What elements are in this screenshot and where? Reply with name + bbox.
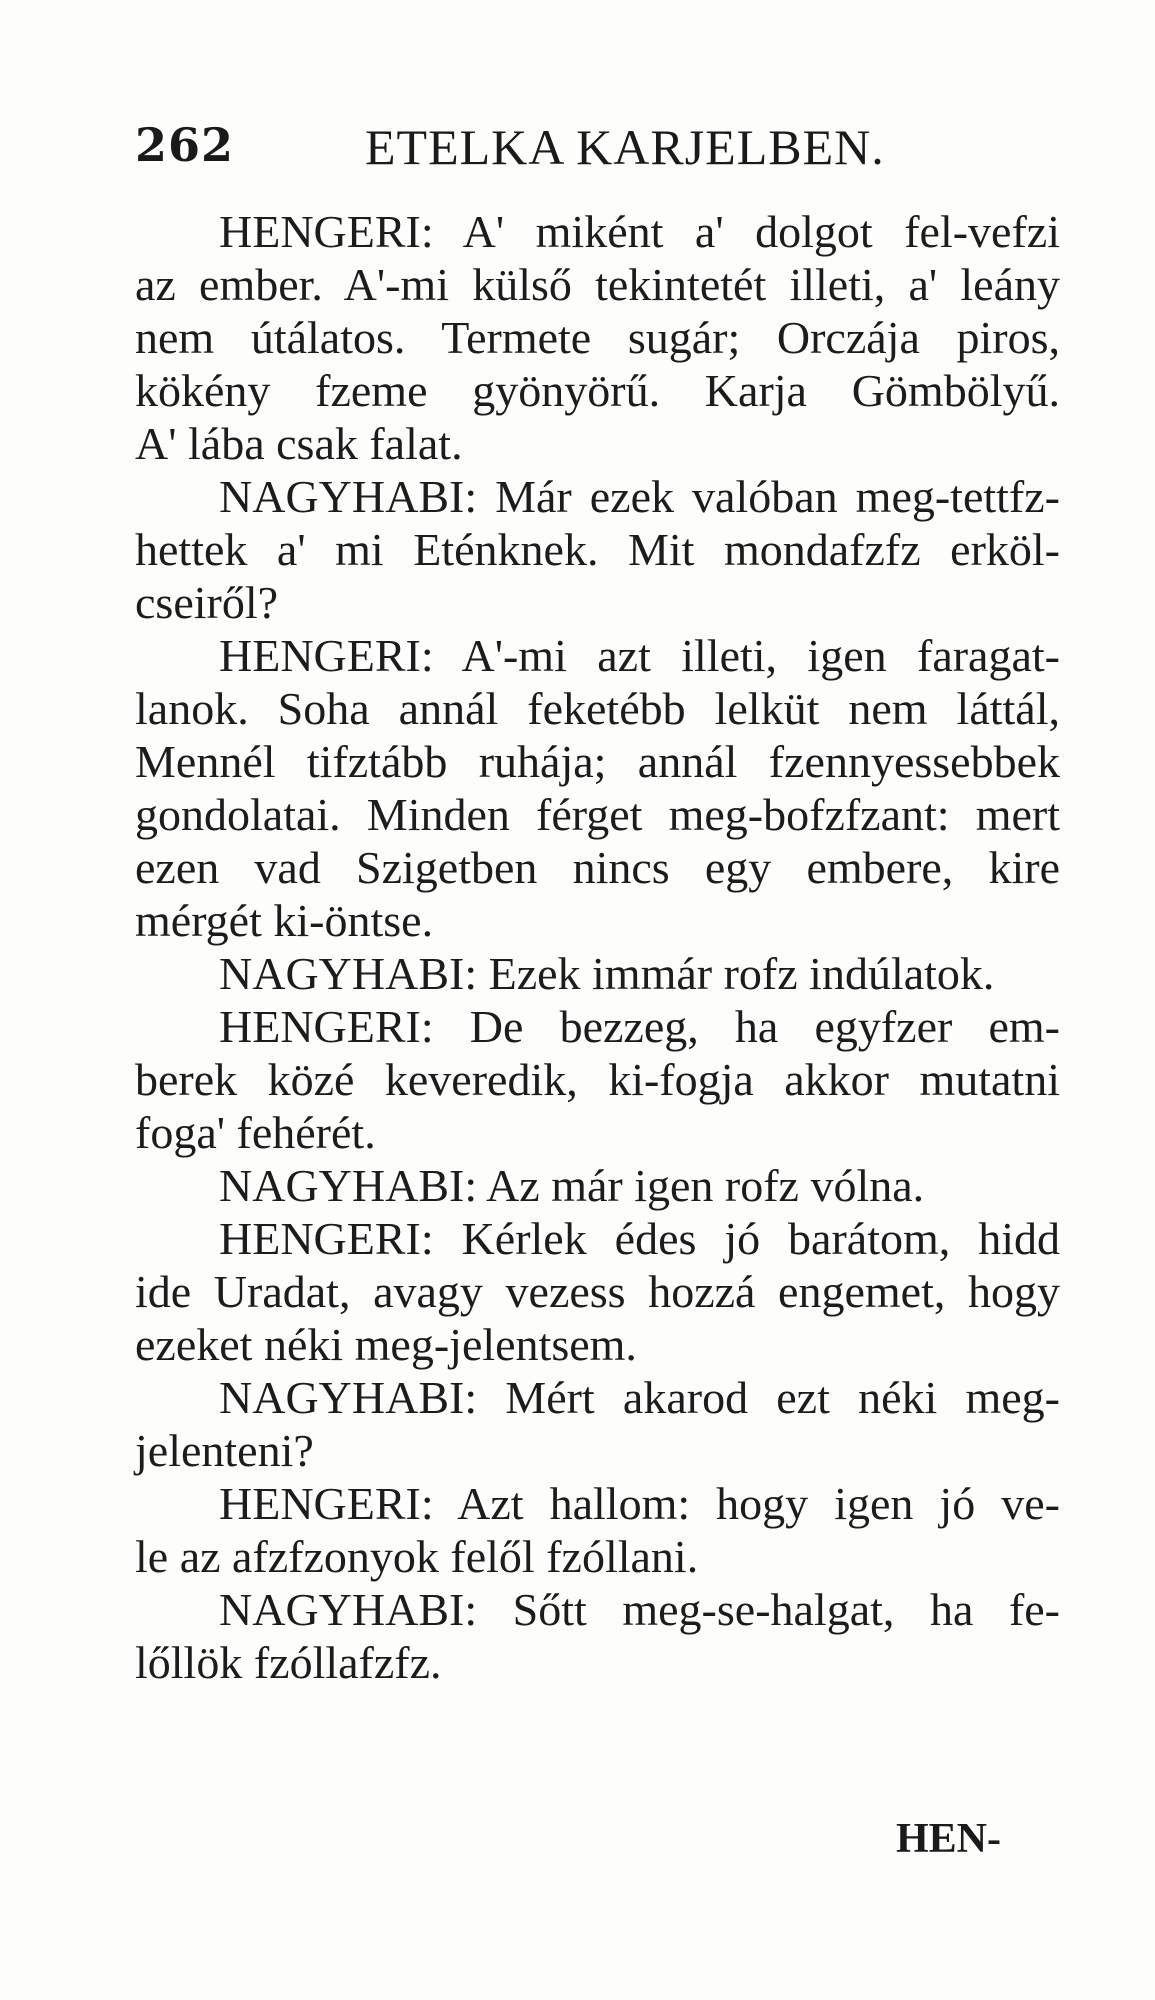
catchword: HEN-	[896, 1816, 1001, 1862]
text-line: NAGYHABI: Ezek immár rofz indúlatok.	[219, 948, 995, 999]
text-line: HENGERI: A'-mi azt illeti, igen faragat-	[219, 630, 1060, 681]
text-line: berek közé keveredik, ki-fogja akkor mutatni	[135, 1054, 1060, 1105]
text-line: lanok. Soha annál feketébb lelküt nem láttál,	[135, 683, 1060, 734]
text-line: HENGERI: De bezzeg, ha egyfzer em-	[219, 1001, 1060, 1052]
text-line: le az afzfzonyok felől fzóllani.	[135, 1531, 699, 1582]
text-line: NAGYHABI: Már ezek valóban meg-tettfz-	[219, 471, 1060, 522]
text-line: cseiről?	[135, 577, 279, 628]
text-line: NAGYHABI: Mért akarod ezt néki meg-	[219, 1372, 1060, 1423]
text-line: foga' fehérét.	[135, 1107, 376, 1158]
text-line: NAGYHABI: Az már igen rofz vólna.	[219, 1160, 925, 1211]
text-line: ezen vad Szigetben nincs egy embere, kire	[135, 842, 1060, 893]
text-line: az ember. A'-mi külső tekintetét illeti, a' leány	[135, 259, 1060, 310]
text-line: kökény fzeme gyönyörű. Karja Gömbölyű.	[135, 365, 1060, 416]
text-line: HENGERI: Kérlek édes jó barátom, hidd	[219, 1213, 1060, 1264]
page-header	[135, 118, 1075, 188]
text-line: NAGYHABI: Sőtt meg-se-halgat, ha fe-	[219, 1584, 1060, 1635]
text-line: mérgét ki-öntse.	[135, 895, 434, 946]
text-line: A' lába csak falat.	[135, 418, 463, 469]
text-line: ide Uradat, avagy vezess hozzá engemet, hogy	[135, 1266, 1060, 1317]
text-line: jelenteni?	[135, 1425, 314, 1476]
text-line: ezeket néki meg-jelentsem.	[135, 1319, 637, 1370]
text-line: lőllök fzóllafzfz.	[135, 1637, 442, 1688]
dialogue-text	[135, 205, 1060, 1689]
text-line: gondolatai. Minden férget meg-bofzfzant: mert	[135, 789, 1060, 840]
text-line: nem útálatos. Termete sugár; Orczája piros,	[135, 312, 1060, 363]
page-number: 262	[135, 118, 235, 172]
text-line: hettek a' mi Eténknek. Mit mondafzfz erköl-	[135, 524, 1060, 575]
text-line: HENGERI: Azt hallom: hogy igen jó ve-	[219, 1478, 1060, 1529]
text-line: Mennél tifztább ruhája; annál fzennyessebbek	[135, 736, 1060, 787]
running-title: ETELKA KARJELBEN.	[365, 119, 885, 175]
text-line: HENGERI: A' miként a' dolgot fel-vefzi	[219, 206, 1060, 257]
